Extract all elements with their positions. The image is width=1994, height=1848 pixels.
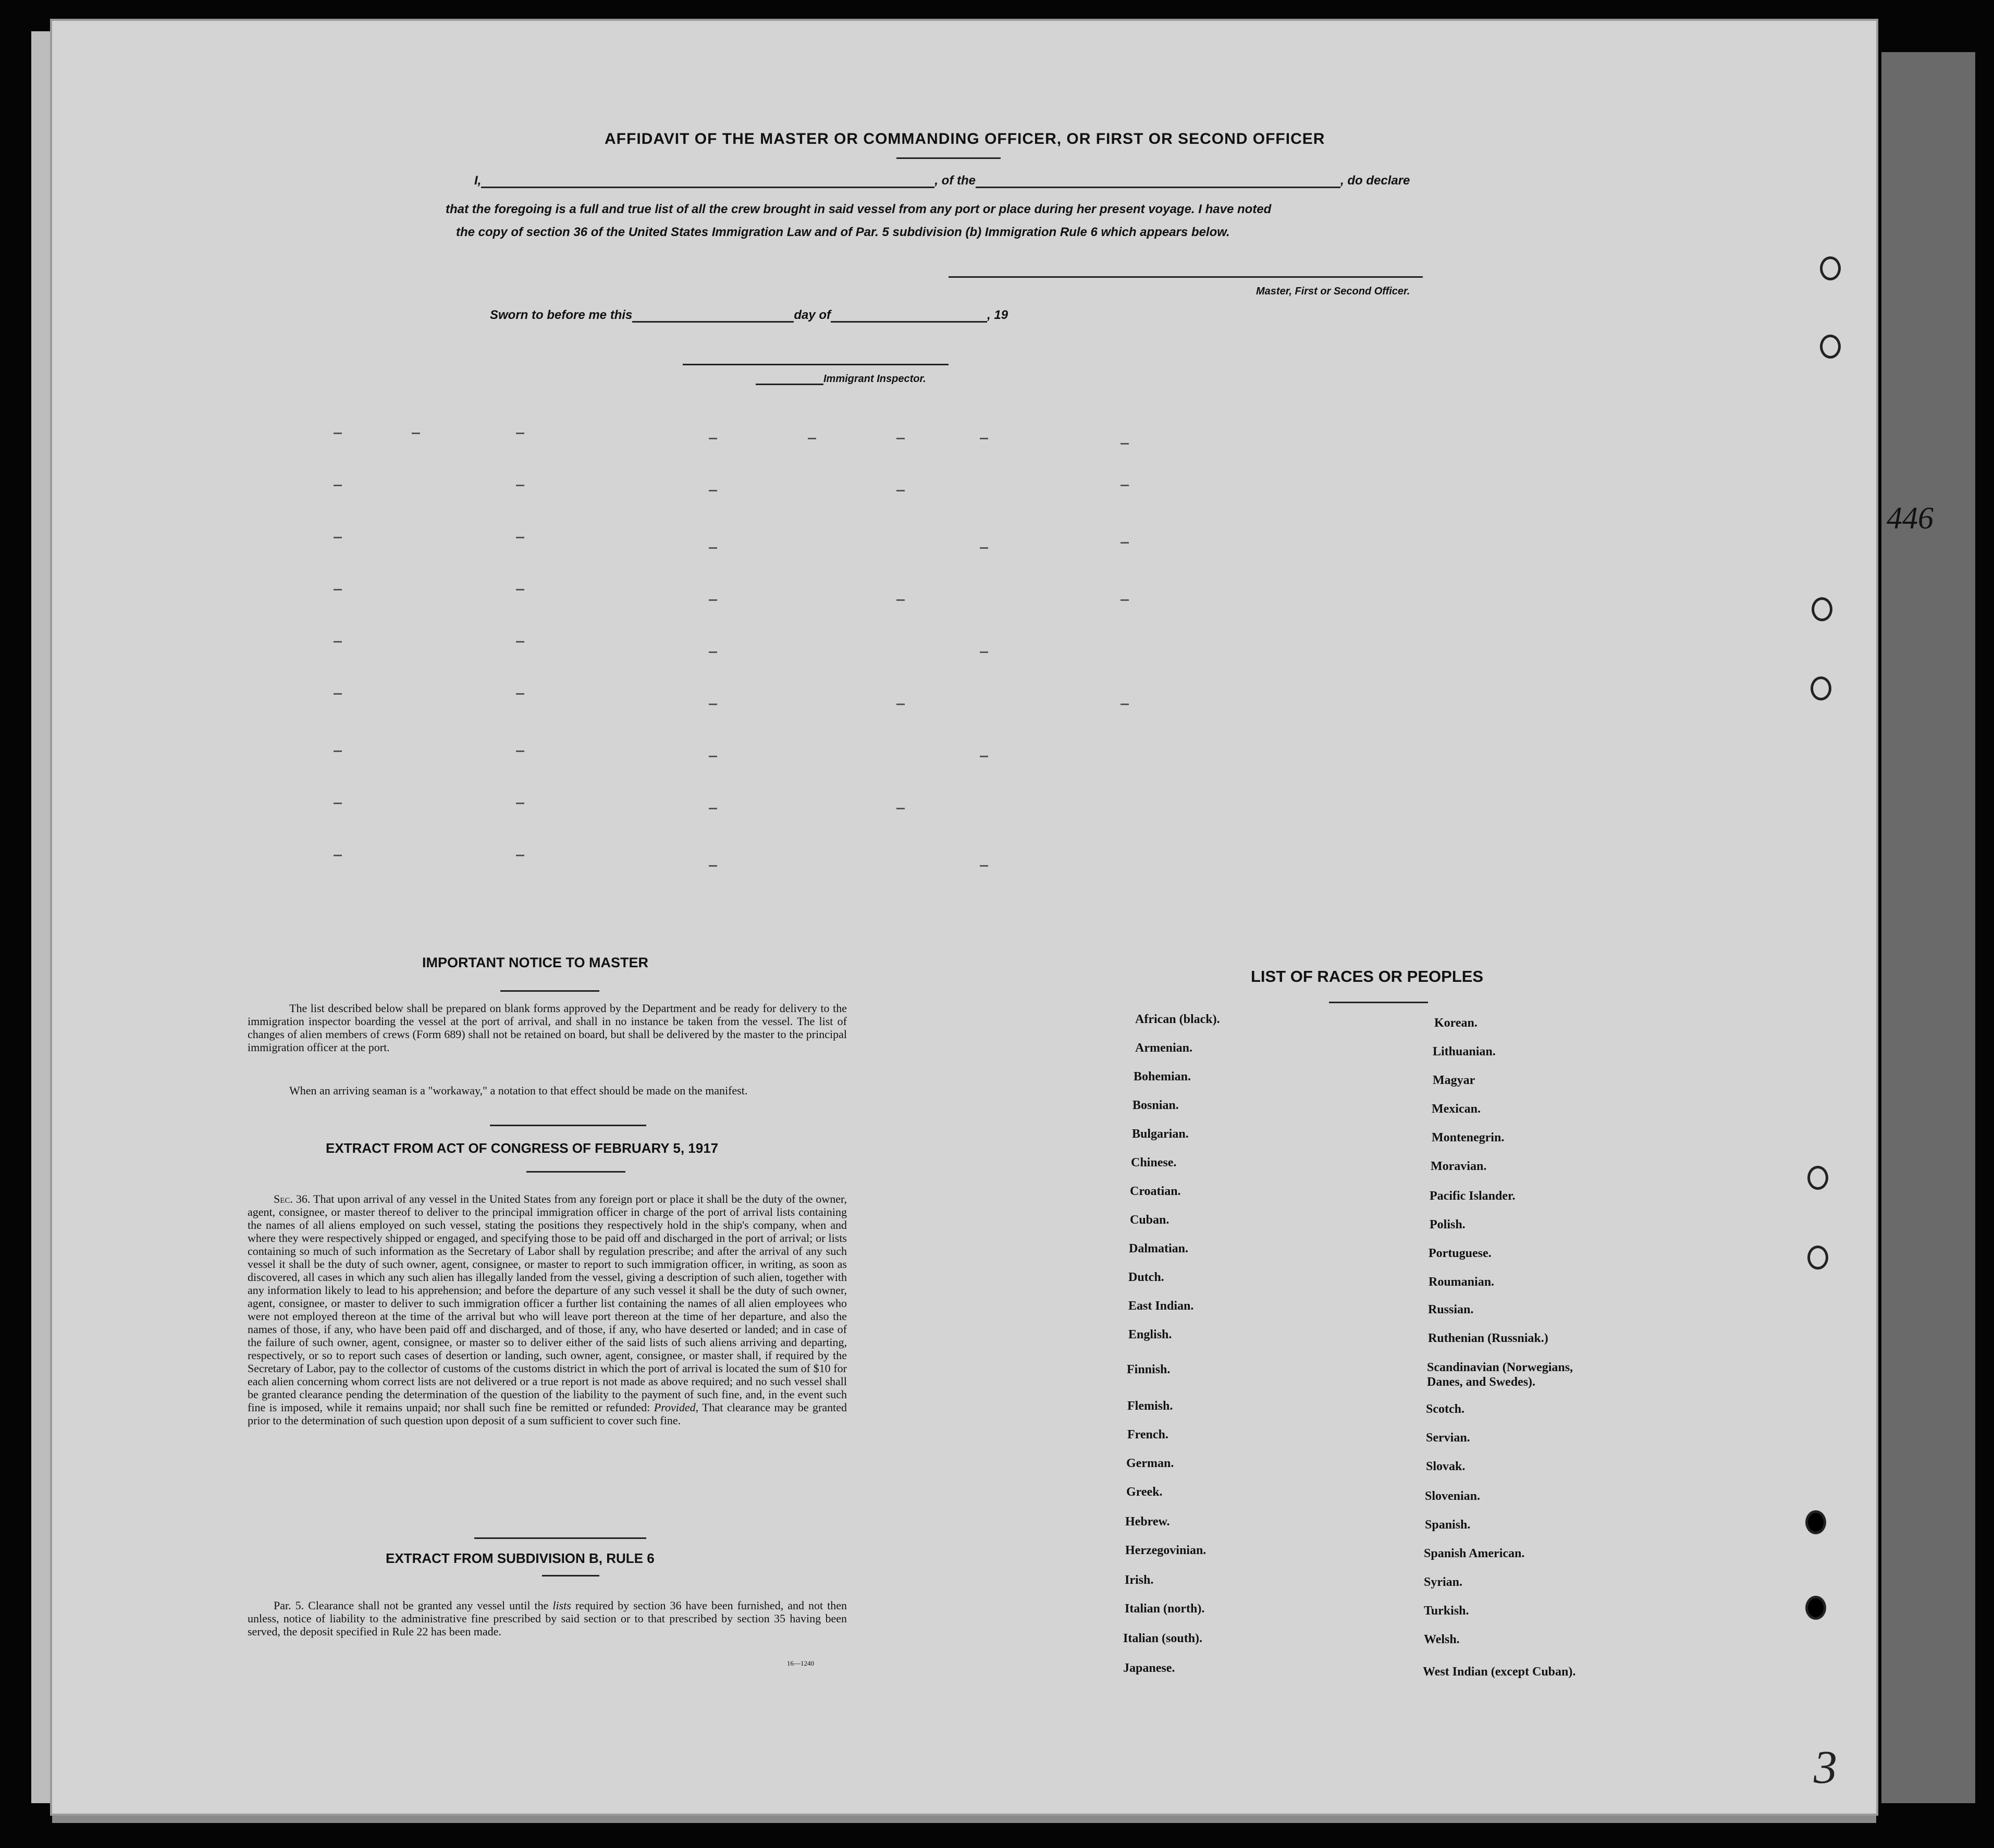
inspector-signature-line [683,364,949,365]
dash [896,704,905,705]
race-left-item: Bosnian. [1133,1099,1179,1112]
extract-rule-title: EXTRACT FROM SUBDIVISION B, RULE 6 [386,1550,655,1566]
affidavit-title: AFFIDAVIT OF THE MASTER OR COMMANDING OFFICER, OR FIRST OR SECOND OFFICER [605,130,1325,147]
rule-text-a: Par. 5. Clearance shall not be granted any vessel until the [274,1599,549,1612]
race-left-item: Irish. [1125,1573,1154,1587]
dash [516,641,524,643]
dash [1121,599,1129,601]
race-right-item: Scandinavian (Norwegians, Danes, and Swedes). [1427,1361,1573,1389]
dash [334,589,342,590]
sworn-day-label: day of [794,308,831,322]
dash [808,438,816,439]
dash [709,438,717,439]
races-title: LIST OF RACES OR PEOPLES [1251,967,1484,985]
dash [1121,443,1129,445]
race-right-item: Lithuanian. [1433,1045,1496,1058]
margin-page-number: 446 [1887,501,1934,535]
back-sheet-edge [31,31,52,1803]
dash [709,547,717,549]
dash [896,490,905,491]
race-right-item: Spanish American. [1424,1547,1525,1560]
dash [516,537,524,538]
binder-hole-icon [1812,597,1832,621]
race-left-item: Dutch. [1128,1271,1164,1284]
notice-title: IMPORTANT NOTICE TO MASTER [422,955,648,970]
sworn-year-label: , 19 [987,308,1008,322]
extract-rule-rule [542,1575,599,1576]
dash [709,756,717,757]
race-left-item: German. [1126,1457,1174,1470]
dash [1121,542,1129,544]
extract-act-end-rule [474,1537,646,1539]
race-left-item: Hebrew. [1125,1515,1170,1529]
binder-hole-icon [1807,1246,1828,1270]
race-right-item: Pacific Islander. [1430,1189,1516,1203]
dash [980,438,988,439]
inspector-line [756,373,926,385]
race-right-item: Scotch. [1426,1402,1464,1416]
dash [334,485,342,486]
proviso-text: That clearance may be granted prior to the determination of such question upon deposit of a sum sufficient to cover such fine. [248,1401,847,1427]
binder-hole-icon [1805,1596,1826,1620]
race-left-item: East Indian. [1128,1299,1194,1313]
race-left-item: Italian (south). [1123,1632,1203,1645]
rule-text-b: required by section 36 have been furnished, and not then unless, notice of liability to the administrative fine prescribed by said section or to that prescribed by section 35 having been served, the deposit specified in Rule 22 has been made. [248,1599,847,1638]
race-left-item: Italian (north). [1125,1602,1205,1616]
notice-title-rule [500,990,599,992]
race-right-item: Montenegrin. [1432,1131,1505,1144]
race-left-item: Croatian. [1130,1185,1181,1198]
races-title-rule [1329,1002,1428,1003]
dash [709,651,717,653]
dash [709,865,717,867]
dash [1121,704,1129,705]
race-left-item: French. [1127,1428,1168,1442]
sworn-date-blank[interactable] [632,306,794,323]
affidavit-title-rule [896,157,1001,159]
binder-hole-icon [1811,676,1831,700]
dash [709,599,717,601]
dash [516,485,524,486]
race-left-item: English. [1128,1328,1172,1341]
race-left-item: Dalmatian. [1129,1242,1188,1255]
inspector-label: Immigrant Inspector. [823,373,926,385]
dash [334,537,342,538]
dash [709,704,717,705]
dash [334,433,342,434]
race-left-item: Bulgarian. [1132,1127,1189,1141]
dash [980,651,988,653]
race-right-item: Polish. [1430,1218,1466,1231]
extract-act-text [248,1192,847,1427]
race-right-item: Magyar [1433,1074,1475,1087]
binder-hole-icon [1807,1166,1828,1190]
section-label: Sec. 36. [274,1192,311,1205]
vessel-blank[interactable] [976,172,1340,188]
race-right-item: Roumanian. [1429,1275,1495,1289]
race-right-item: Turkish. [1424,1604,1469,1618]
race-right-item: West Indian (except Cuban). [1423,1665,1576,1679]
notice-divider [490,1125,646,1126]
extract-rule-text [248,1599,847,1638]
dash [980,547,988,549]
adjacent-page-strip [1881,52,1975,1803]
race-right-item: Russian. [1428,1303,1474,1316]
race-right-item: Slovenian. [1425,1489,1481,1503]
dash [709,808,717,809]
notice-paragraph-1: The list described below shall be prepared on blank forms approved by the Department and be ready for delivery to the immigration inspector boarding the vessel at the port of arrival, and shall in no instance be taken from the vessel. The list of changes of alien members of crews (Form 689) shall not be retained on board, but shall be delivered by the master to the principal immigration officer at the port. [248,1002,847,1054]
dash [980,865,988,867]
sworn-month-blank[interactable] [831,306,987,323]
dash [980,756,988,757]
binder-hole-icon [1820,256,1841,280]
dash [334,641,342,643]
sworn-prefix: Sworn to before me this [490,308,633,322]
name-blank[interactable] [481,172,934,188]
dash [516,693,524,695]
race-left-item: Armenian. [1135,1041,1192,1055]
race-right-item: Mexican. [1432,1102,1481,1116]
extract-act-title: EXTRACT FROM ACT OF CONGRESS OF FEBRUARY 5, 1917 [326,1140,719,1156]
dash [896,599,905,601]
race-right-item: Welsh. [1424,1633,1460,1646]
dash [516,589,524,590]
dash [896,808,905,809]
dash [709,490,717,491]
signature-line [949,276,1423,278]
sworn-line [490,306,1008,323]
race-left-item: Chinese. [1131,1156,1177,1169]
rule-lists-word: lists [552,1599,571,1612]
dash [1121,485,1129,486]
dash [334,803,342,804]
race-left-item: Finnish. [1127,1363,1171,1376]
dash [334,693,342,695]
affidavit-i-label: I, [474,174,482,188]
signature-label: Master, First or Second Officer. [1256,286,1410,297]
dash [516,433,524,434]
form-number: 16—1240 [787,1659,814,1667]
dash [334,855,342,856]
race-right-item: Servian. [1426,1431,1470,1445]
affidavit-line-1 [474,172,1410,188]
race-left-item: Japanese. [1123,1661,1175,1675]
affidavit-line-3: the copy of section 36 of the United States Immigration Law and of Par. 5 subdivision (b) Immigration Rule 6 which appears below. [456,225,1230,239]
race-right-item: Spanish. [1425,1518,1471,1532]
affidavit-line-2: that the foregoing is a full and true list of all the crew brought in said vessel from any port or place during her present voyage. I have noted [446,202,1272,216]
dash [896,438,905,439]
affidavit-of-the-label: , of the [934,174,976,188]
race-right-item: Ruthenian (Russniak.) [1428,1332,1548,1345]
corner-handwritten-mark: 3 [1814,1742,1837,1793]
affidavit-declare-label: , do declare [1340,174,1410,188]
document-page [52,21,1876,1814]
binder-hole-icon [1820,335,1841,359]
dash [516,750,524,752]
inspector-blank[interactable] [756,373,823,385]
race-left-item: African (black). [1135,1013,1220,1026]
extract-act-rule [526,1171,625,1173]
race-right-item: Korean. [1434,1016,1478,1030]
race-right-item: Moravian. [1431,1160,1487,1173]
race-right-item: Syrian. [1424,1575,1463,1589]
section-36-text: That upon arrival of any vessel in the United States from any foreign port or place it shall be the duty of the owner, agent, consignee, or master thereof to deliver to the principal immigration officer in charge of the port of arrival lists containing the names of all aliens employed on such vessel, stating the positions they respectively hold in the ship's company, when and where they were respectively shipped or engaged, and specifying those to be paid off and discharged in the port of arrival; or lists containing so much of such information as the Secretary of Labor shall by regulation prescribe; and after the arrival of any such vessel it shall be the duty of such owner, agent, consignee, or master to report to such immigration officer, in writing, as soon as discovered, all cases in which any such alien has illegally landed from the vessel, giving a description of such alien, together with any information likely to lead to his apprehension; and before the departure of any such vessel it shall be the duty of such owner, agent, consignee, or master to deliver to such immigration officer a further list containing the names of all alien employees who were not employed thereon at the time of the arrival but who will leave port thereon at the time of her departure, and also the names of those, if any, who have been paid off and discharged, and of those, if any, who have deserted or landed; and in case of the failure of such owner, agent, consignee, or master so to deliver either of the said lists of such aliens arriving and departing, respectively, or so to report such cases of desertion or landing, such owner, agent, consignee, or master shall, if required by the Secretary of Labor, pay to the collector of customs of the customs district in which the port of arrival is located the sum of $10 for each alien concerning whom correct lists are not delivered or a true report is not made as above required; and no such vessel shall be granted clearance pending the determination of the question of the liability to the payment of such fine, and, in the event such fine is imposed, while it remains unpaid; nor shall such fine be remitted or refunded: [248,1192,847,1414]
dash [516,855,524,856]
race-left-item: Flemish. [1127,1399,1173,1413]
back-sheet-edge [52,1814,1876,1823]
race-left-item: Cuban. [1130,1213,1170,1227]
binder-hole-icon [1805,1510,1826,1534]
dash [412,433,420,434]
race-left-item: Greek. [1126,1485,1163,1499]
race-right-item: Slovak. [1426,1460,1466,1473]
dash [516,803,524,804]
proviso-label: Provided, [654,1401,699,1414]
race-right-item: Portuguese. [1429,1247,1492,1260]
race-left-item: Bohemian. [1134,1070,1191,1083]
dash [334,750,342,752]
race-left-item: Herzegovinian. [1125,1544,1207,1557]
notice-paragraph-2: When an arriving seaman is a "workaway," a notation to that effect should be made on the manifest. [289,1084,748,1097]
